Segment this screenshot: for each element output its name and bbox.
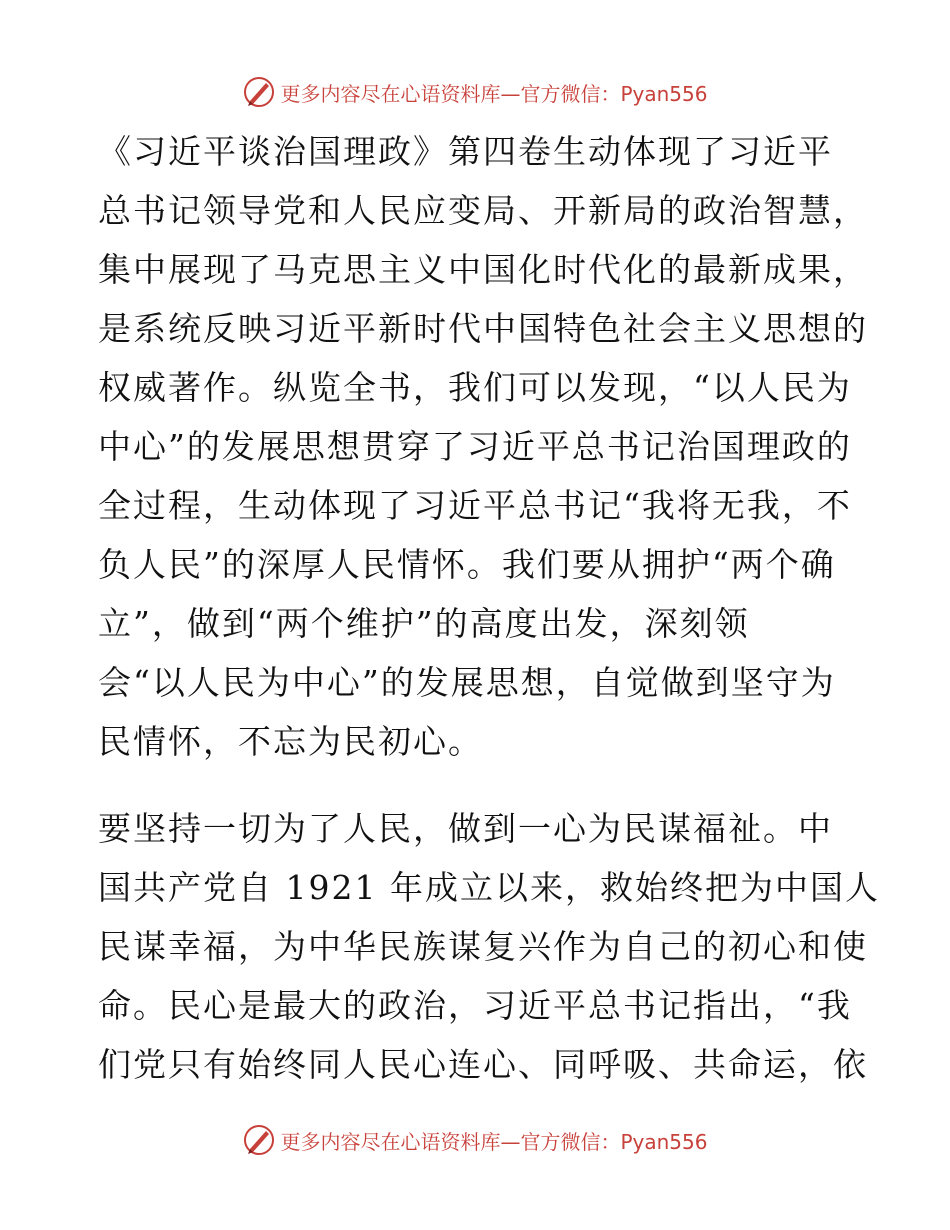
text-line: 要坚持一切为了人民，做到一心为民谋福祉。中 [98,809,833,848]
text-line: 是系统反映习近平新时代中国特色社会主义思想的 [98,309,868,348]
text-line: 集中展现了马克思主义中国化时代化的最新成果， [98,250,868,289]
text-line: 民谋幸福，为中华民族谋复兴作为自己的初心和使 [98,927,868,966]
header-banner [0,72,950,112]
paragraph-2 [98,799,880,1094]
text-line: 总书记领导党和人民应变局、开新局的政治智慧， [98,191,868,230]
header-banner-text: 更多内容尽在心语资料库—官方微信：Pyan556 [280,81,708,106]
text-line: 中心”的发展思想贯穿了习近平总书记治国理政的 [98,427,852,466]
pen-logo-icon [242,75,276,109]
footer-banner [0,1120,950,1160]
footer-banner-text: 更多内容尽在心语资料库—官方微信：Pyan556 [280,1129,708,1154]
pen-logo-icon [242,1123,276,1157]
text-line: 们党只有始终同人民心连心、同呼吸、共命运，依 [98,1045,868,1084]
text-line: 会“以人民为中心”的发展思想，自觉做到坚守为 [98,663,836,702]
text-line: 立”，做到“两个维护”的高度出发，深刻领 [98,604,750,643]
text-line: 《习近平谈治国理政》第四卷生动体现了习近平 [98,132,833,171]
text-line: 民情怀，不忘为民初心。 [98,722,483,761]
text-line: 国共产党自 1921 年成立以来，救始终把为中国人 [98,868,880,907]
paragraph-gap [98,771,858,799]
text-line: 权威著作。纵览全书，我们可以发现，“以人民为 [98,368,852,407]
paragraph-1 [98,122,868,771]
text-line: 负人民”的深厚人民情怀。我们要从拥护“两个确 [98,545,836,584]
text-line: 命。民心是最大的政治，习近平总书记指出，“我 [98,986,852,1025]
document-body [98,122,880,1094]
text-line: 全过程，生动体现了习近平总书记“我将无我，不 [98,486,852,525]
